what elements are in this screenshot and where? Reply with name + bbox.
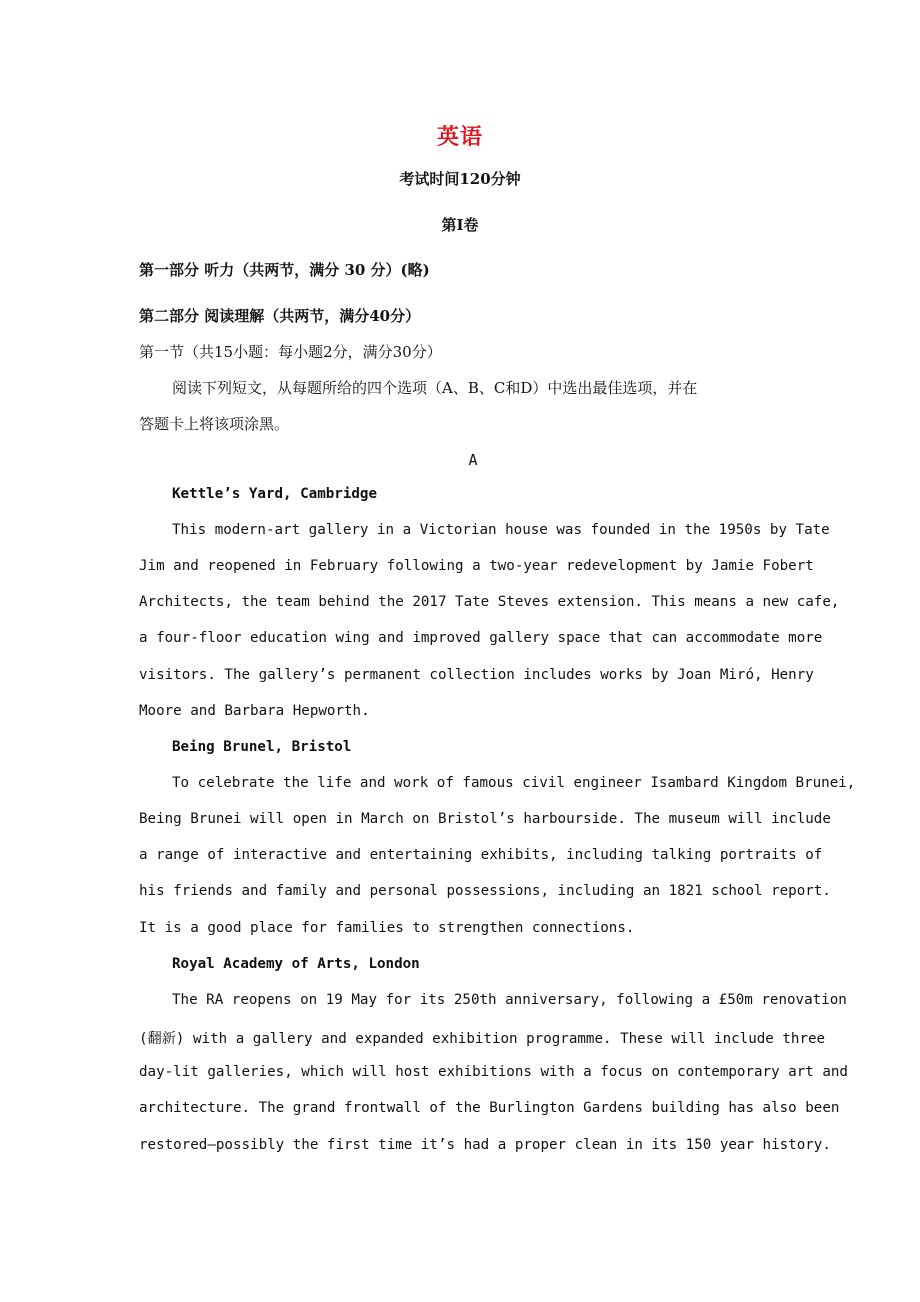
paragraph-line: a range of interactive and entertaining exhibits, including talking portraits of — [139, 847, 823, 863]
paragraph-line: architecture. The grand frontwall of the Burlington Gardens building has also been — [139, 1100, 840, 1116]
part2-heading: 第二部分 阅读理解（共两节，满分40分） — [139, 307, 421, 325]
item-heading: Kettle’s Yard, Cambridge — [172, 486, 377, 502]
paragraph-line: restored—possibly the first time it’s had a proper clean in its 150 year history. — [139, 1137, 831, 1153]
paragraph-line: To celebrate the life and work of famous civil engineer Isambard Kingdom Brunei, — [172, 775, 856, 791]
part1-heading: 第一部分 听力（共两节，满分 30 分）(略) — [139, 261, 430, 279]
paragraph-line: visitors. The gallery’s permanent collection includes works by Joan Miró, Henry — [139, 667, 814, 683]
passage-label: A — [468, 451, 478, 469]
exam-time: 考试时间120分钟 — [399, 170, 521, 188]
section1-heading: 第一节（共15小题：每小题2分，满分30分） — [139, 343, 442, 361]
instruction-line-1: 阅读下列短文，从每题所给的四个选项（A、B、C和D）中选出最佳选项，并在 — [172, 379, 698, 397]
volume-label: 第Ⅰ卷 — [441, 216, 479, 234]
paragraph-line: Moore and Barbara Hepworth. — [139, 703, 370, 719]
paragraph-line: Jim and reopened in February following a two-year redevelopment by Jamie Fobert — [139, 558, 814, 574]
paragraph-line: This modern-art gallery in a Victorian house was founded in the 1950s by Tate — [172, 522, 830, 538]
item-heading: Royal Academy of Arts, London — [172, 956, 420, 972]
instruction-line-2: 答题卡上将该项涂黑。 — [139, 415, 290, 433]
paragraph-line: (翻新) with a gallery and expanded exhibition programme. These will include three — [139, 1031, 826, 1047]
paragraph-line: day-lit galleries, which will host exhibitions with a focus on contemporary art and — [139, 1064, 848, 1080]
page-title: 英语 — [436, 124, 483, 150]
paragraph-line: The RA reopens on 19 May for its 250th anniversary, following a £50m renovation — [172, 992, 847, 1008]
paragraph-line: his friends and family and personal possessions, including an 1821 school report. — [139, 883, 831, 899]
paragraph-line: Architects, the team behind the 2017 Tate Steves extension. This means a new cafe, — [139, 594, 840, 610]
paragraph-line: It is a good place for families to strengthen connections. — [139, 920, 635, 936]
paragraph-line: Being Brunei will open in March on Bristol’s harbourside. The museum will include — [139, 811, 831, 827]
item-heading: Being Brunel, Bristol — [172, 739, 352, 755]
paragraph-line: a four-floor education wing and improved gallery space that can accommodate more — [139, 630, 823, 646]
